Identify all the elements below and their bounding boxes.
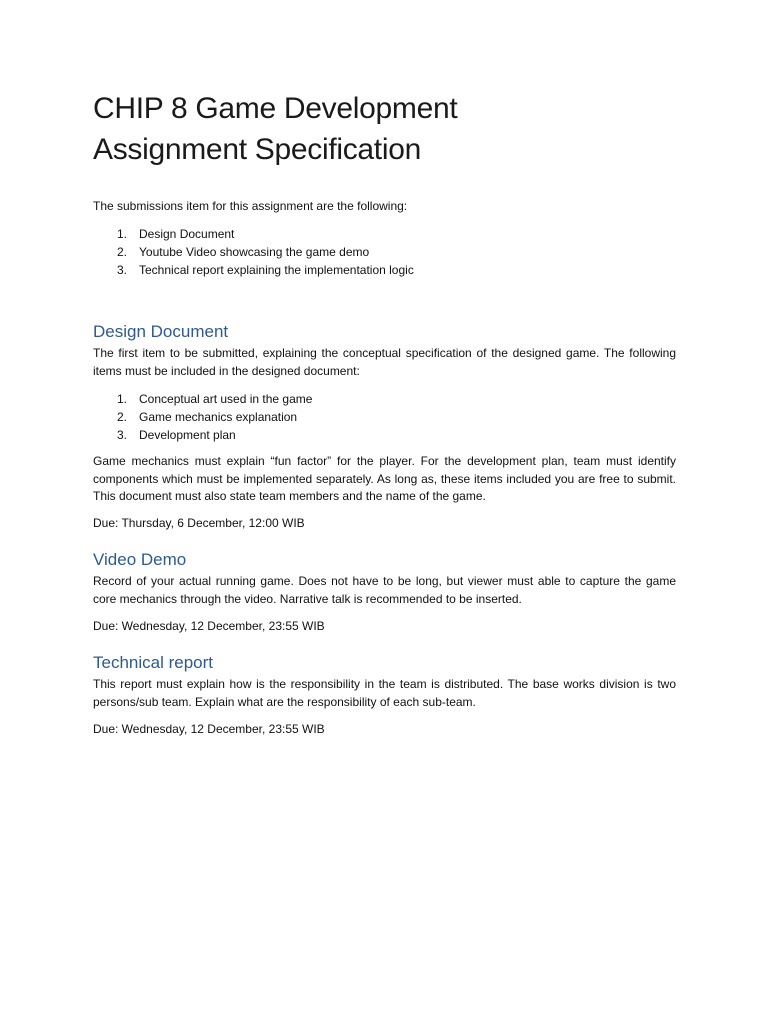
submission-list bbox=[93, 225, 414, 279]
list-number: 3. bbox=[117, 263, 128, 277]
design-document-heading: Design Document bbox=[93, 322, 229, 341]
title-line-2: Assignment Specification bbox=[93, 133, 421, 166]
list-number: 3. bbox=[117, 428, 128, 442]
list-item-text: Technical report explaining the implementation logic bbox=[139, 263, 414, 277]
list-item-text: Game mechanics explanation bbox=[139, 410, 298, 424]
list-item bbox=[93, 261, 414, 279]
list-item bbox=[93, 390, 312, 408]
list-item bbox=[93, 225, 414, 243]
design-document-paragraph: The first item to be submitted, explaining the conceptual specification of the designed game. The following items must be included in the designed document: bbox=[93, 346, 676, 378]
video-demo-due-date: Due: Wednesday, 12 December, 23:55 WIB bbox=[93, 619, 325, 633]
list-item bbox=[93, 426, 312, 444]
technical-report-heading: Technical report bbox=[93, 653, 214, 672]
list-item-text: Youtube Video showcasing the game demo bbox=[139, 245, 370, 259]
list-number: 1. bbox=[117, 227, 128, 241]
list-number: 1. bbox=[117, 392, 128, 406]
technical-report-paragraph: This report must explain how is the responsibility in the team is distributed. The base works division is two persons/sub team. Explain what are the responsibility of each sub-team. bbox=[93, 677, 676, 709]
list-item-text: Development plan bbox=[139, 428, 236, 442]
document-title bbox=[93, 88, 676, 170]
technical-report-due-date: Due: Wednesday, 12 December, 23:55 WIB bbox=[93, 722, 325, 736]
list-item bbox=[93, 408, 312, 426]
video-demo-heading: Video Demo bbox=[93, 550, 187, 569]
list-number: 2. bbox=[117, 410, 128, 424]
design-document-mechanics-paragraph: Game mechanics must explain “fun factor” for the player. For the development plan, team must identify components which must be implemented separately. As long as, these items included you are free to submit. This document must also state team members and the name of the game. bbox=[93, 454, 676, 503]
video-demo-paragraph: Record of your actual running game. Does not have to be long, but viewer must able to capture the game core mechanics through the video. Narrative talk is recommended to be inserted. bbox=[93, 574, 676, 606]
title-line-1: CHIP 8 Game Development bbox=[93, 92, 458, 125]
design-document-due-date: Due: Thursday, 6 December, 12:00 WIB bbox=[93, 516, 305, 530]
list-item-text: Design Document bbox=[139, 227, 235, 241]
list-number: 2. bbox=[117, 245, 128, 259]
list-item bbox=[93, 243, 414, 261]
design-document-list bbox=[93, 390, 312, 444]
list-item-text: Conceptual art used in the game bbox=[139, 392, 313, 406]
intro-text: The submissions item for this assignment are the following: bbox=[93, 199, 408, 213]
